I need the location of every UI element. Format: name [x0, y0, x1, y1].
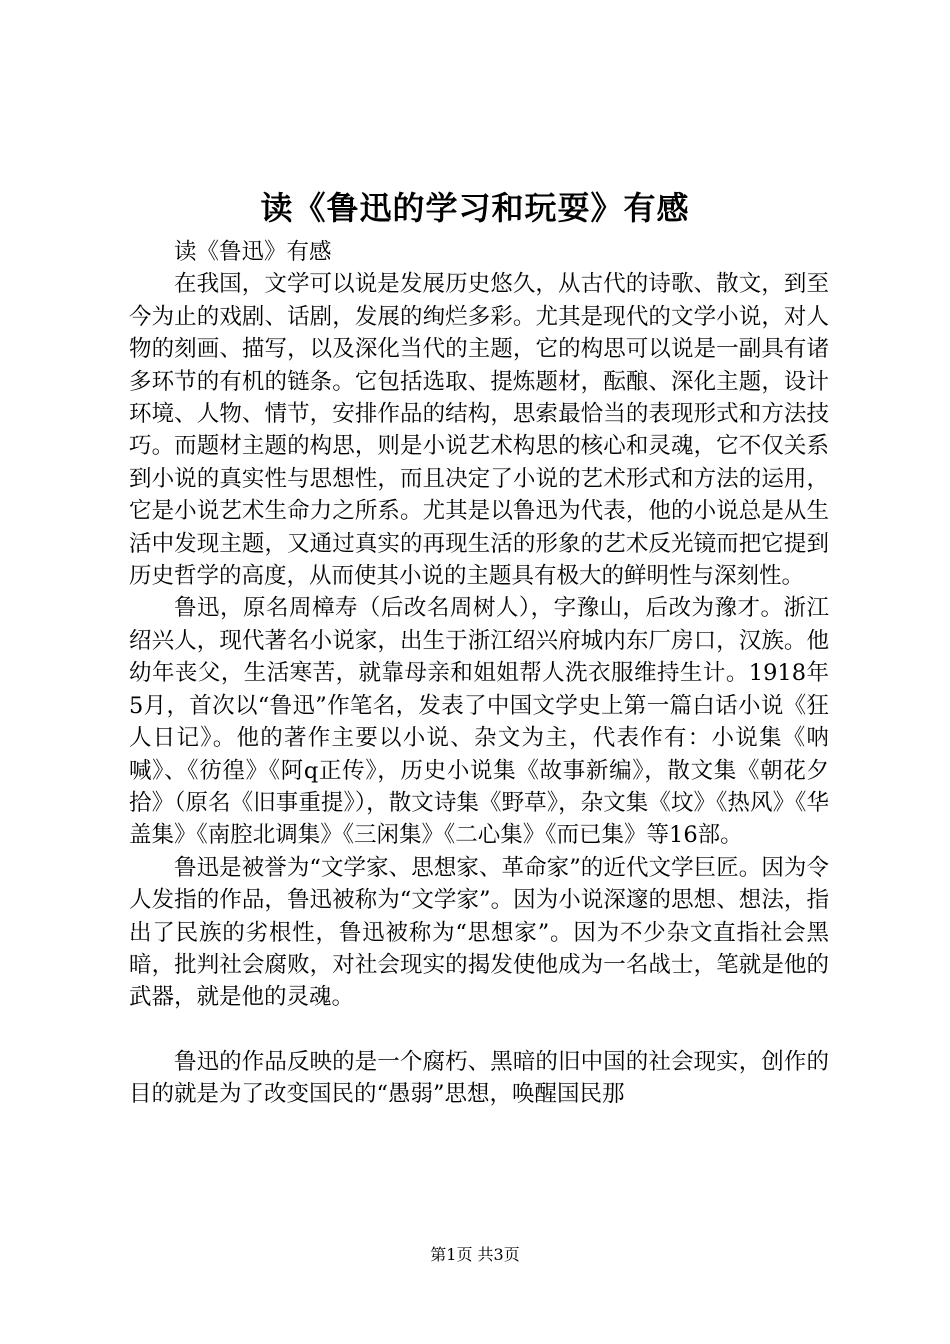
paragraph-biography: 鲁迅，原名周樟寿（后改名周树人），字豫山，后改为豫才。浙江绍兴人，现代著名小说家，出生于浙江绍兴府城内东厂房口，汉族。他幼年丧父，生活寒苦，就靠母亲和姐姐帮人洗衣服维持生计。1918年5月，首次以“鲁迅”作笔名，发表了中国文学史上第一篇白话小说《狂人日记》。他的著作主要以小说、杂文为主，代表作有：小说集《呐喊》、《彷徨》《阿q正传》，历史小说集《故事新编》，散文集《朝花夕拾》（原名《旧事重提》），散文诗集《野草》，杂文集《坟》《热风》《华盖集》《南腔北调集》《三闲集》《二心集》《而已集》等16部。 [129, 595, 829, 849]
document-body [129, 236, 829, 1111]
paragraph-reputation: 鲁迅是被誉为“文学家、思想家、革命家”的近代文学巨匠。因为令人发指的作品，鲁迅被称为“文学家”。因为小说深邃的思想、想法，指出了民族的劣根性，鲁迅被称为“思想家”。因为不少杂文直指社会黑暗，批判社会腐败，对社会现实的揭发使他成为一名战士，笔就是他的武器，就是他的灵魂。 [129, 854, 829, 1011]
paragraph-intro: 在我国，文学可以说是发展历史悠久，从古代的诗歌、散文，到至今为止的戏剧、话剧，发展的绚烂多彩。尤其是现代的文学小说，对人物的刻画、描写，以及深化当代的主题，它的构思可以说是一副具有诸多环节的有机的链条。它包括选取、提炼题材，酝酿、深化主题，设计环境、人物、情节，安排作品的结构，思索最恰当的表现形式和方法技巧。而题材主题的构思，则是小说艺术构思的核心和灵魂，它不仅关系到小说的真实性与思想性，而且决定了小说的艺术形式和方法的运用，它是小说艺术生命力之所系。尤其是以鲁迅为代表，他的小说总是从生活中发现主题，又通过真实的再现生活的形象的艺术反光镜而把它提到历史哲学的高度，从而使其小说的主题具有极大的鲜明性与深刻性。 [129, 271, 829, 590]
document-title: 读《鲁迅的学习和玩耍》有感 [260, 189, 690, 227]
page-footer: 第1页 共3页 [430, 1245, 520, 1264]
subtitle-line: 读《鲁迅》有感 [174, 239, 332, 265]
paragraph-works-purpose: 鲁迅的作品反映的是一个腐朽、黑暗的旧中国的社会现实，创作的目的就是为了改变国民的“愚弱”思想，唤醒国民那 [129, 1048, 829, 1108]
